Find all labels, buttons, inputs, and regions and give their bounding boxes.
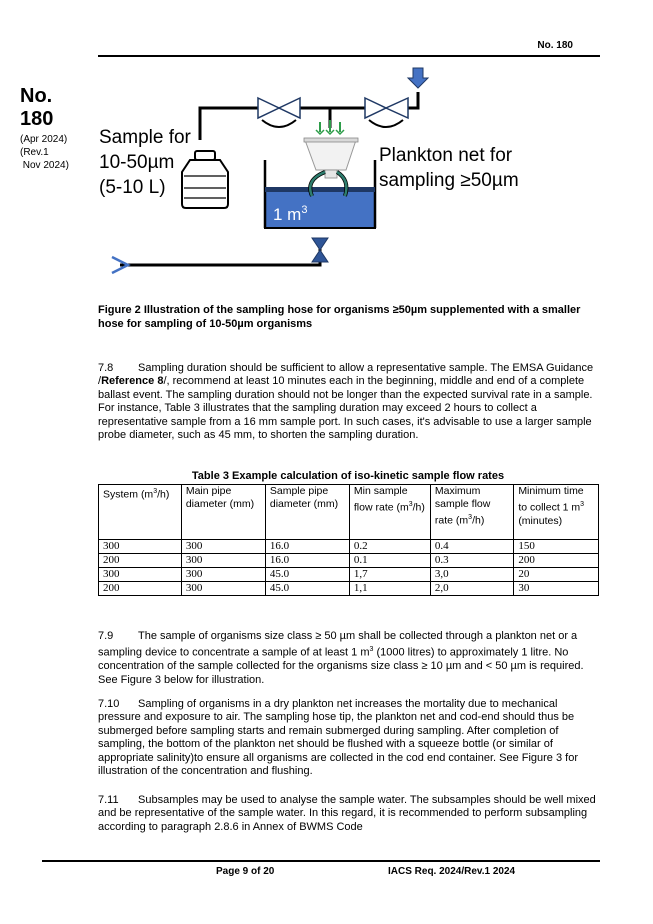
paragraph-text: Subsamples may be used to analyse the sample water. The subsamples should be well mixed and be representative of the sample water. In this regard, it is recommended to perform subsampling according to paragraph 2.8.6 in Annex of BWMS Code (98, 794, 596, 833)
table-row (99, 568, 599, 582)
table-cell: 300 (181, 582, 265, 596)
inlet-pipe (120, 240, 320, 265)
header-doc-number: No. 180 (537, 40, 573, 51)
side-date-line3: Nov 2024) (20, 160, 69, 171)
table-cell: 16.0 (265, 554, 349, 568)
table-cell: 200 (99, 582, 182, 596)
table-cell: 200 (514, 554, 599, 568)
side-title-line2: 180 (20, 108, 54, 130)
paragraph-text: /, recommend at least 10 minutes each in the beginning, middle and end of a complete ballast event. The sampling duration should not be longer than the expected survival rate in a sample. For instance, Table 3 illustrates that the sampling duration may exceed 2 hours to collect a representative sample from a 16 mm sample port. In such cases, it's advisable to use a larger sample probe diameter, such as 45 mm, to shorten the sampling duration. (98, 375, 593, 442)
table-cell: 300 (181, 554, 265, 568)
table-cell: 1,7 (349, 568, 430, 582)
table-header-cell: Maximum sample flow rate $(m^3/h)$ (430, 485, 513, 540)
paragraph-7-8 (98, 362, 598, 442)
table-cell: 20 (514, 568, 599, 582)
label-sample-line1: Sample for (99, 127, 191, 148)
table-row (99, 554, 599, 568)
paragraph-7-10 (98, 698, 598, 778)
table-cell: 150 (514, 540, 599, 554)
label-net-line2: sampling ≥50µm (379, 170, 519, 191)
table-row (99, 582, 599, 596)
paragraph-7-9 (98, 630, 598, 687)
superscript: 3 (369, 646, 374, 654)
table-cell: 2,0 (430, 582, 513, 596)
sampling-diagram (0, 0, 653, 300)
valve-icon (258, 98, 300, 127)
paragraph-number: 7.9 (98, 630, 114, 642)
table-cell: 300 (99, 540, 182, 554)
outlet-pipe (408, 92, 418, 108)
side-date-line1: (Apr 2024) (20, 134, 68, 145)
table-header-cell: System $(m^3/h)$ (99, 485, 182, 540)
footer-rule (42, 860, 600, 862)
flow-rate-table (98, 484, 599, 596)
table-cell: 0.4 (430, 540, 513, 554)
table-header-cell: Min sample flow rate $(m^3/h)$ (349, 485, 430, 540)
footer-reference: IACS Req. 2024/Rev.1 2024 (388, 866, 516, 877)
label-sample-line2: 10-50µm (99, 152, 175, 173)
table-cell: 0.2 (349, 540, 430, 554)
footer-page-number: Page 9 of 20 (216, 866, 275, 877)
table-cell: 45.0 (265, 582, 349, 596)
table-cell: 16.0 (265, 540, 349, 554)
sample-bottle-icon (182, 151, 228, 208)
table-cell: 200 (99, 554, 182, 568)
label-net-line1: Plankton net for (379, 145, 513, 166)
table-header-row (99, 485, 599, 540)
valve-icon (365, 98, 408, 127)
figure-caption: Figure 2 Illustration of the sampling hose for organisms ≥50µm supplemented with a smaller hose for sampling of 10-50µm organisms (98, 304, 581, 330)
table-cell: 0.3 (430, 554, 513, 568)
table-header-cell: Minimum time to collect 1 $m^3$ (minutes) (514, 485, 599, 540)
paragraph-text: Sampling of organisms in a dry plankton net increases the mortality due to mechanical pressure and exposure to air. The sampling hose tip, the plankton net and cod-end should thus be submerged before sampling starts and remain submerged during sampling. After completion of sampling, the bottom of the plankton net should be flushed with a squeeze bottle (or similar of appropriate salinity)to ensure all organisms are collected in the cod end container. See Figure 3 for illustration of the concentration and flushing. (98, 698, 578, 778)
side-date-line2: (Rev.1 (20, 147, 49, 158)
label-sample-line3: (5-10 L) (99, 177, 166, 198)
sample-pipe (200, 108, 258, 140)
side-title-line1: No. (20, 85, 53, 107)
bottom-valve-icon (312, 238, 328, 262)
paragraph-number: 7.11 (98, 794, 119, 806)
table-cell: 1,1 (349, 582, 430, 596)
table-cell: 300 (181, 568, 265, 582)
reference-link: Reference 8 (101, 375, 164, 388)
table-cell: 45.0 (265, 568, 349, 582)
table-header-cell: Sample pipe diameter (mm) (265, 485, 349, 540)
table-row (99, 540, 599, 554)
table-cell: 3,0 (430, 568, 513, 582)
paragraph-7-11 (98, 794, 598, 834)
outlet-arrow-icon (408, 68, 428, 88)
plankton-net-icon (304, 120, 358, 178)
table-cell: 300 (181, 540, 265, 554)
tank-volume-label: 1 $m^3$ (273, 204, 308, 224)
table-cell: 300 (99, 568, 182, 582)
paragraph-text: Sampling duration should be sufficient to allow a representative sample. The EMSA Guidance / (98, 362, 594, 388)
table-cell: 0.1 (349, 554, 430, 568)
paragraph-number: 7.10 (98, 698, 120, 710)
table-header-cell: Main pipe diameter (mm) (181, 485, 265, 540)
paragraph-text: The sample of organisms size class ≥ 50 µm shall be collected through a plankton net or a sampling device to concentrate a sample of at least 1 m (98, 630, 578, 660)
paragraph-number: 7.8 (98, 362, 114, 374)
paragraph-text: (1000 litres) to approximately 1 litre. No concentration of the sample collected for the organisms size class ≥ 10 µm and < 50 µm is required. See Figure 3 below for illustration. (98, 647, 584, 686)
table-title: Table 3 Example calculation of iso-kinetic sample flow rates (191, 470, 505, 482)
table-cell: 30 (514, 582, 599, 596)
